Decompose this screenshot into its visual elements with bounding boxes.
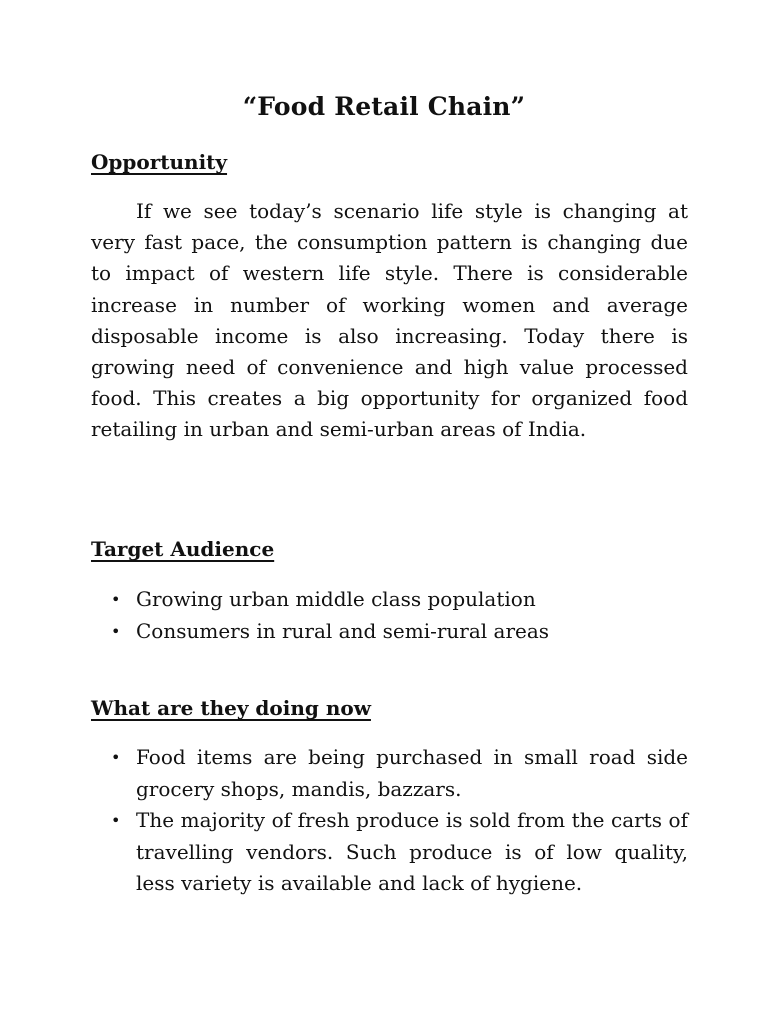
opportunity-paragraph: If we see today’s scenario life style is changing at very fast pace, the consumption pattern is changing due to impact of western life style. There is considerable increase in number of working women and average disposable income is also increasing. Today there is growing need of convenience and high value processed food. This creates a big opportunity for organized food retailing in urban and semi-urban areas of India.: [91, 199, 688, 442]
list-item-text: Growing urban middle class population: [136, 587, 536, 611]
document-title: “Food Retail Chain”: [242, 92, 526, 121]
list-item-text: The majority of fresh produce is sold from the carts of travelling vendors. Such produce is of low quality, less variety is available and lack of hygiene.: [136, 808, 688, 895]
doing-now-list: [91, 742, 688, 900]
list-item-text: Consumers in rural and semi-rural areas: [136, 618, 550, 643]
target-audience-heading: Target Audience: [91, 537, 275, 561]
bullet-icon: •: [111, 748, 121, 767]
doing-now-heading: What are they doing now: [91, 696, 371, 720]
bullet-icon: •: [111, 811, 121, 830]
list-item: [91, 805, 688, 900]
target-audience-list: [91, 584, 688, 647]
list-item: [91, 584, 688, 616]
list-item: [91, 616, 688, 648]
list-item-text: Food items are being purchased in small road side grocery shops, mandis, bazzars.: [136, 745, 688, 801]
bullet-icon: •: [111, 621, 121, 641]
bullet-icon: •: [111, 590, 121, 609]
opportunity-heading: Opportunity: [91, 150, 228, 174]
list-item: [91, 742, 688, 805]
